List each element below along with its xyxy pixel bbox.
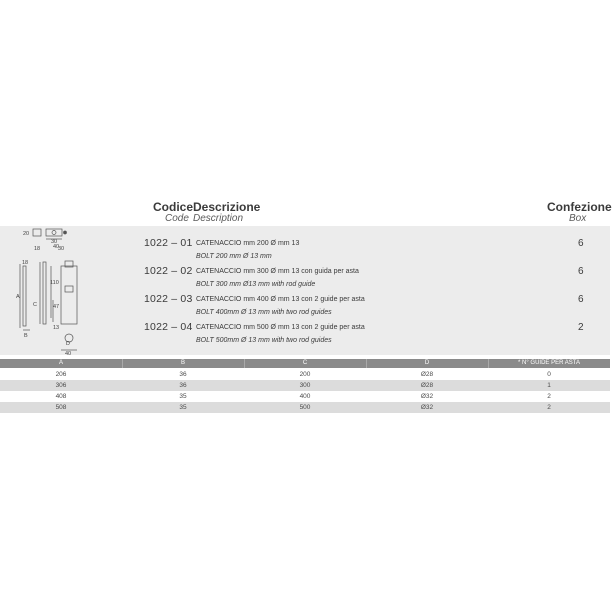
- dim-18-left: 18: [22, 260, 29, 266]
- product-desc-it: CATENACCIO mm 200 Ø mm 13: [196, 240, 300, 247]
- cell-b: 35: [179, 393, 187, 400]
- header-box: Box: [569, 213, 587, 224]
- cell-d: Ø32: [420, 393, 434, 400]
- cell-d: Ø32: [420, 404, 434, 411]
- dim-40-bottom: 40: [65, 351, 72, 357]
- product-desc-it: CATENACCIO mm 400 Ø mm 13 con 2 guide per asta: [196, 296, 365, 303]
- product-box: 6: [578, 266, 584, 277]
- bolt-rod: [43, 262, 46, 324]
- product-code: 1022 – 03: [144, 293, 193, 305]
- dim-47: 47: [53, 304, 60, 310]
- table-row: [0, 380, 610, 391]
- dim-c: C: [33, 302, 37, 308]
- dim-13: 13: [53, 325, 60, 331]
- cell-b: 36: [179, 382, 187, 389]
- product-desc-en: BOLT 500mm Ø 13 mm with two rod guides: [196, 337, 332, 344]
- product-box: 6: [578, 238, 584, 249]
- cell-c: 200: [299, 371, 311, 378]
- header-descrizione: Descrizione: [193, 200, 261, 214]
- product-code: 1022 – 02: [144, 265, 193, 277]
- bolt-plate: [61, 266, 77, 324]
- bolt-middle-guide: [65, 286, 73, 292]
- cell-guides: 1: [547, 382, 551, 389]
- dim-30-top: 30: [51, 239, 58, 245]
- column-header-c: C: [302, 360, 308, 366]
- product-box: 2: [578, 322, 584, 333]
- product-code: 1022 – 01: [144, 237, 193, 249]
- column-header-b: B: [180, 360, 185, 366]
- header-codice: Codice: [153, 200, 194, 214]
- bolt-top-view-plate: [46, 229, 62, 236]
- dim-40-top: 40: [53, 244, 60, 250]
- cell-a: 408: [55, 393, 67, 400]
- product-box: 6: [578, 294, 584, 305]
- column-header-guides: * N° GUIDE PER ASTA: [518, 360, 580, 366]
- product-desc-it: CATENACCIO mm 300 Ø mm 13 con guida per asta: [196, 268, 359, 275]
- dim-30-side: 30: [58, 246, 65, 252]
- dim-20: 20: [23, 231, 30, 237]
- cell-a: 206: [55, 371, 67, 378]
- bolt-top-view-body: [33, 229, 41, 236]
- cell-guides: 0: [547, 371, 551, 378]
- dim-110: 110: [50, 280, 59, 286]
- column-header-d: D: [424, 360, 430, 366]
- cell-d: Ø28: [420, 382, 434, 389]
- table-row: [0, 402, 610, 413]
- header-code: Code: [165, 213, 189, 224]
- cell-guides: 2: [547, 393, 551, 400]
- table-row: [0, 369, 610, 380]
- cell-c: 400: [299, 393, 311, 400]
- cell-guides: 2: [547, 404, 551, 411]
- product-band: [0, 226, 610, 355]
- cell-b: 36: [179, 371, 187, 378]
- product-desc-en: BOLT 200 mm Ø 13 mm: [196, 253, 272, 260]
- dimension-table-header: [0, 359, 610, 368]
- cell-c: 500: [299, 404, 311, 411]
- product-desc-it: CATENACCIO mm 500 Ø mm 13 con 2 guide per asta: [196, 324, 365, 331]
- product-code: 1022 – 04: [144, 321, 193, 333]
- technical-drawing: [16, 226, 86, 357]
- product-desc-en: BOLT 400mm Ø 13 mm with two rod guides: [196, 309, 332, 316]
- header-description: Description: [193, 213, 244, 224]
- column-header-a: A: [58, 360, 63, 366]
- cell-b: 35: [179, 404, 187, 411]
- cell-c: 300: [299, 382, 311, 389]
- dim-d: D: [66, 341, 70, 347]
- cell-a: 306: [55, 382, 67, 389]
- cell-a: 508: [55, 404, 67, 411]
- cell-d: Ø28: [420, 371, 434, 378]
- header-confezione: Confezione: [547, 200, 612, 214]
- bolt-top-view-hole: [52, 231, 56, 235]
- product-desc-en: BOLT 300 mm Ø13 mm with rod guide: [196, 281, 316, 288]
- dim-a: A: [16, 294, 20, 300]
- dim-18-top: 18: [34, 246, 41, 252]
- bolt-side-view: [23, 266, 26, 326]
- dim-b: B: [24, 333, 28, 339]
- table-row: [0, 391, 610, 402]
- bolt-top-view-knob: [64, 231, 67, 234]
